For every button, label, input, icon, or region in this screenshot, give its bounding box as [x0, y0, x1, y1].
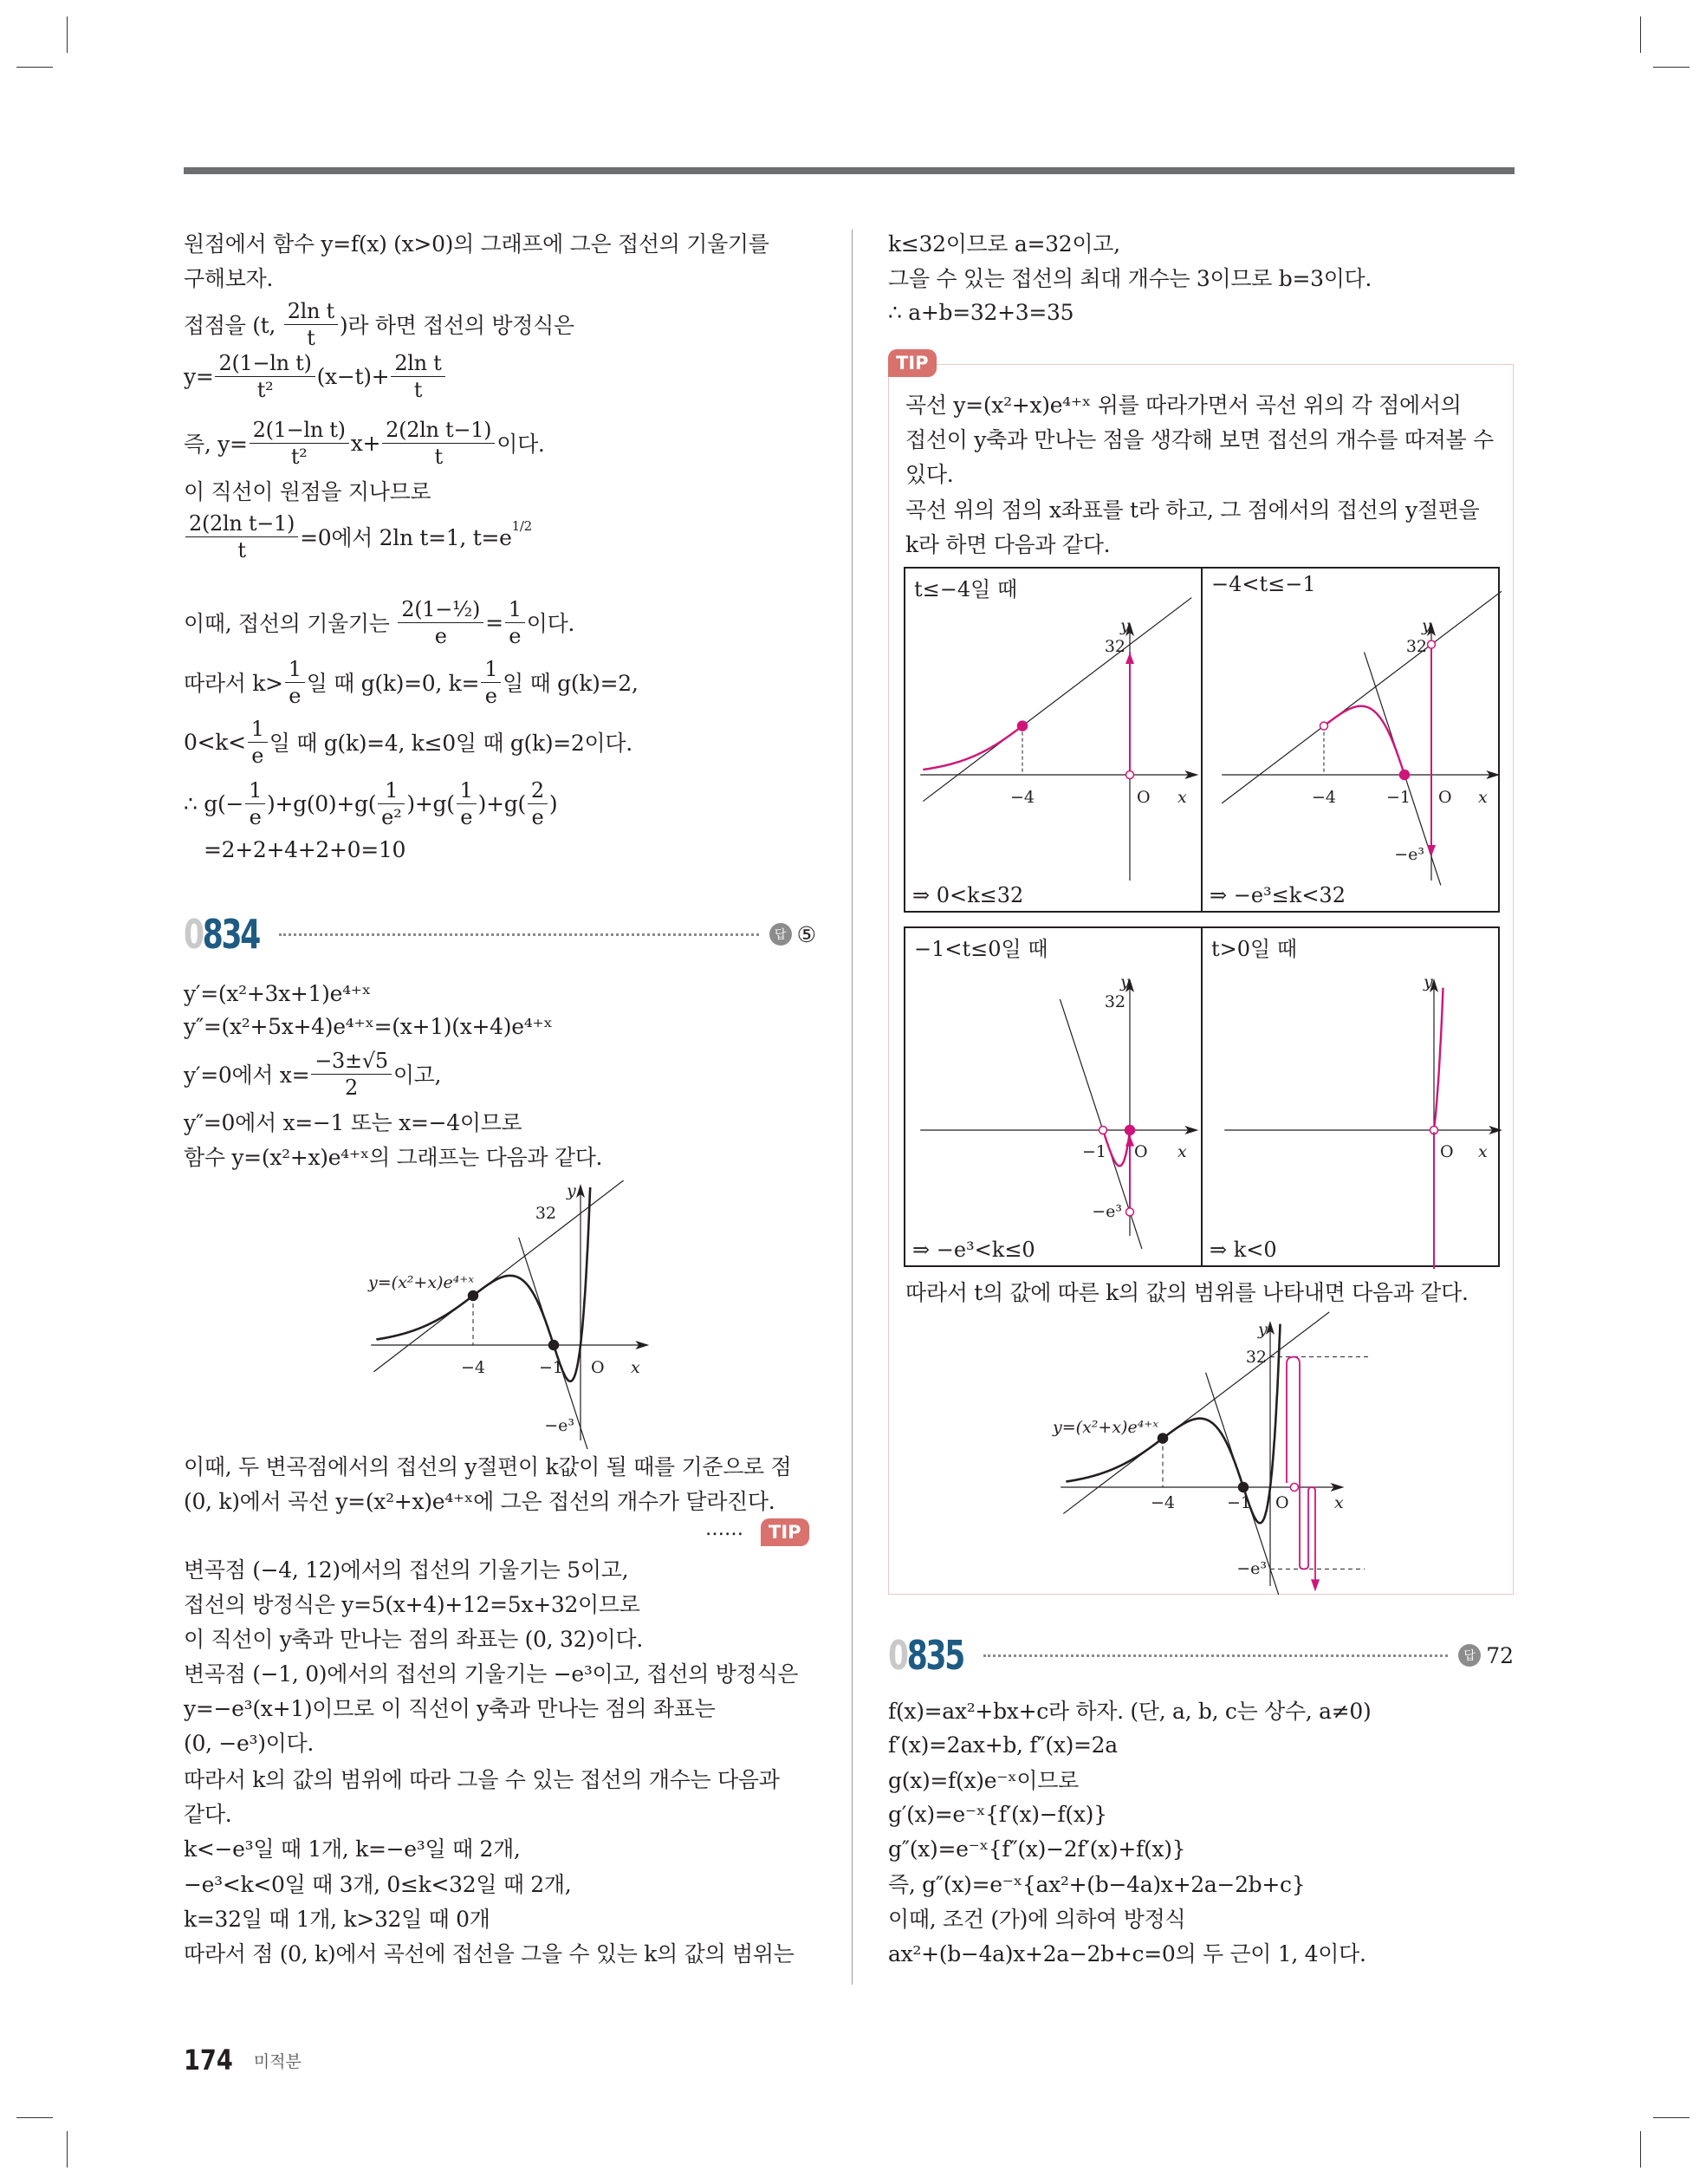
text-run: y=: [184, 363, 214, 389]
text-run: g(x)=f(x)e⁻ˣ이므로: [888, 1768, 1079, 1793]
axis-label-x: x: [631, 1358, 640, 1377]
crop-mark: [67, 2131, 68, 2168]
panel-title: −1<t≤0일 때: [914, 937, 1048, 961]
open-point: [1126, 771, 1134, 779]
number-prefix: 0: [888, 1632, 907, 1679]
dotted-leader: [983, 1654, 1448, 1657]
tick-label-minus1: −1: [1385, 788, 1411, 807]
curve-label: y=(x²+x)e⁴⁺ˣ: [368, 1273, 475, 1292]
numerator: 1: [508, 596, 522, 621]
text-run: k=32일 때 1개, k>32일 때 0개: [184, 1907, 490, 1932]
numerator: −3±√5: [315, 1048, 388, 1073]
axis-label-x: x: [1334, 1493, 1344, 1512]
case-panel-minus1-to-0: [904, 926, 1203, 1267]
axis-label-x: x: [1177, 1142, 1187, 1161]
numerator: 2: [530, 777, 544, 803]
answer-value: ⑤: [796, 921, 816, 947]
tick-label-minus-e3: −e³: [544, 1416, 574, 1435]
text-run: y″=(x²+5x+4)e⁴⁺ˣ=(x+1)(x+4)e⁴⁺ˣ: [184, 1013, 553, 1039]
tip-tag: TIP: [888, 349, 937, 377]
fraction: [185, 510, 298, 563]
numerator: 2ln t: [394, 350, 442, 375]
text-run: 따라서 점 (0, k)에서 곡선에 접선을 그을 수 있는 k의 값의 범위는: [184, 1941, 795, 1966]
tick-label-minus1: −1: [1081, 1142, 1107, 1161]
tick-label-32: 32: [1104, 637, 1125, 656]
text-run: =2+2+4+2+0=10: [184, 836, 406, 862]
text-run: y″=0에서 x=−1 또는 x=−4이므로: [184, 1110, 522, 1135]
text-run: 곡선 위의 점의 x좌표를 t라 하고, 그 점에서의 접선의 y절편을: [905, 497, 1480, 523]
fraction: [457, 777, 477, 830]
fraction: [391, 350, 444, 403]
column-divider: [852, 230, 853, 1985]
inflection-point: [1239, 1483, 1249, 1492]
text-run: ax²+(b−4a)x+2a−2b+c=0의 두 근이 1, 4이다.: [888, 1941, 1366, 1966]
text-run: ∴ a+b=32+3=35: [888, 299, 1074, 325]
denominator: t: [391, 376, 444, 403]
fraction: [285, 656, 305, 709]
text-run: 이때, 두 변곡점에서의 접선의 y절편이 k값이 될 때를 기준으로 점: [184, 1454, 792, 1479]
tick-label-32: 32: [535, 1204, 556, 1223]
numerator: 2(2ln t−1): [386, 417, 492, 442]
text-line: [184, 815, 405, 884]
denominator: e: [481, 682, 501, 709]
denominator: 2: [311, 1074, 392, 1101]
text-run: 따라서 k의 값의 범위에 따라 그을 수 있는 접선의 개수는 다음과: [184, 1767, 780, 1792]
text-line: [905, 404, 1494, 473]
text-run: 곡선 y=(x²+x)e⁴⁺ˣ 위를 따라가면서 곡선 위의 각 점에서의: [905, 393, 1462, 418]
origin-label: O: [1438, 788, 1452, 807]
axis-label-x: x: [1478, 788, 1488, 807]
tick-label-minus4: −4: [1009, 788, 1035, 807]
numerator: 1: [385, 777, 399, 803]
case-graph: [905, 928, 1204, 1269]
denominator: t: [382, 443, 495, 470]
denominator: e: [398, 622, 483, 649]
text-run: 있다.: [905, 462, 954, 487]
tip-dots: ……: [705, 1518, 743, 1540]
crop-mark: [1640, 2131, 1641, 2168]
axis-label-x: x: [1177, 788, 1187, 807]
number-prefix: 0: [184, 911, 203, 958]
text-run: 일 때 g(k)=0, k=: [306, 671, 480, 696]
text-line: [184, 502, 532, 571]
numerator: 1: [250, 716, 264, 741]
text-run: ∴ g(−: [184, 790, 244, 816]
tick-label-minus4: −4: [1311, 788, 1337, 807]
tangent-line: [923, 598, 1191, 802]
text-run: 접선이 y축과 만나는 점을 생각해 보면 접선의 개수를 따져볼 수: [905, 427, 1494, 452]
text-run: 같다.: [184, 1802, 232, 1827]
problem-header-0834: [184, 908, 816, 960]
text-line: [184, 1744, 780, 1813]
curve-segment: [1324, 706, 1404, 775]
open-point: [1126, 1208, 1134, 1216]
text-run: x+: [350, 430, 381, 456]
answer-badge-icon: 답: [1458, 1644, 1481, 1667]
text-run: 일 때 g(k)=2,: [503, 671, 639, 696]
text-run: g′(x)=e⁻ˣ{f′(x)−f(x)}: [888, 1801, 1107, 1827]
function-graph: [355, 1180, 650, 1449]
text-line: [184, 707, 632, 777]
curve-label: y=(x²+x)e⁴⁺ˣ: [1053, 1418, 1159, 1437]
panel-result: ⇒ −e³≤k<32: [1210, 883, 1346, 907]
crop-mark: [1653, 2117, 1690, 2118]
axis-label-y: y: [567, 1181, 576, 1200]
numerator: 1: [459, 777, 473, 803]
tip-reference-tag[interactable]: TIP: [761, 1518, 809, 1546]
problem-number: [888, 1632, 964, 1679]
curve-segment: [1434, 988, 1443, 1130]
crop-mark: [16, 2117, 53, 2118]
numerator: 2(1−ln t): [252, 417, 346, 442]
tick-label-32: 32: [1405, 637, 1427, 656]
superscript: 1/2: [511, 518, 532, 534]
axis-label-y: y: [1258, 1320, 1268, 1339]
problem-header-0835: [888, 1629, 1514, 1681]
text-line: [184, 341, 447, 411]
text-run: f′(x)=2ax+b, f″(x)=2a: [888, 1732, 1118, 1758]
crop-mark: [1640, 16, 1641, 53]
denominator: t²: [250, 443, 349, 470]
page-number: 174: [184, 2044, 233, 2077]
tick-label-minus1: −1: [1226, 1493, 1252, 1512]
panel-result: ⇒ 0<k≤32: [912, 883, 1024, 907]
text-line: [184, 1918, 795, 1987]
tangent-point: [1018, 721, 1028, 731]
text-run: g″(x)=e⁻ˣ{f″(x)−2f′(x)+f(x)}: [888, 1836, 1186, 1862]
dotted-leader: [279, 933, 759, 936]
number-main: 835: [906, 1632, 964, 1679]
text-run: )+g(: [477, 790, 526, 816]
numerator: 2ln t: [287, 298, 334, 323]
denominator: t: [185, 536, 298, 563]
case-graph: [905, 569, 1204, 914]
header-rule: [184, 167, 1515, 174]
tangent-line: [1222, 588, 1502, 803]
denominator: e: [245, 803, 265, 830]
denominator: e: [505, 622, 525, 649]
text-run: 접점을 (t,: [184, 313, 282, 338]
tick-label-32: 32: [1104, 992, 1125, 1011]
crop-mark: [67, 16, 68, 53]
text-line: [184, 588, 574, 657]
text-run: 즉, g″(x)=e⁻ˣ{ax²+(b−4a)x+2a−2b+c}: [888, 1872, 1306, 1897]
tick-label-minus1: −1: [538, 1358, 564, 1377]
text-run: )라 하면 접선의 방정식은: [339, 313, 574, 338]
denominator: e: [528, 803, 548, 830]
text-run: y′=0에서 x=: [184, 1063, 310, 1088]
denominator: e²: [378, 803, 405, 830]
axis-label-y: y: [1422, 616, 1431, 635]
text-run: 0<k<: [184, 729, 246, 755]
numerator: 1: [288, 656, 302, 681]
origin-label: O: [1275, 1493, 1289, 1512]
case-panel-t-gt-0: [1201, 926, 1500, 1267]
text-run: 일 때 g(k)=4, k≤0일 때 g(k)=2이다.: [269, 731, 632, 756]
text-run: k≤32이므로 a=32이고,: [888, 231, 1120, 257]
text-run: =: [485, 609, 503, 635]
tick-label-minus-e3: −e³: [1236, 1559, 1267, 1578]
tick-label-minus4: −4: [1150, 1493, 1176, 1512]
open-point: [1320, 722, 1328, 730]
text-run: 함수 y=(x²+x)e⁴⁺ˣ의 그래프는 다음과 같다.: [184, 1145, 603, 1170]
text-run: 그을 수 있는 접선의 최대 개수는 3이므로 b=3이다.: [888, 266, 1372, 291]
text-run: =0에서 2ln t=1, t=e: [300, 525, 512, 550]
problem-number: [184, 911, 260, 958]
case-graph: [1203, 928, 1502, 1269]
text-run: y′=(x²+3x+1)e⁴⁺ˣ: [184, 980, 371, 1006]
curve-segment: [1103, 1130, 1130, 1166]
origin-label: O: [591, 1358, 605, 1377]
number-main: 834: [202, 911, 260, 958]
open-point: [1428, 640, 1436, 648]
crop-mark: [16, 67, 53, 68]
inflection-point: [1158, 1433, 1168, 1443]
tangent-point: [1400, 770, 1410, 780]
open-point: [1290, 1484, 1298, 1492]
fraction: [528, 777, 548, 830]
text-run: ): [548, 790, 558, 816]
text-run: (0, k)에서 곡선 y=(x²+x)e⁴⁺ˣ에 그은 접선의 개수가 달라진다.: [184, 1489, 775, 1514]
tick-label-minus-e3: −e³: [1394, 845, 1424, 864]
open-point: [1099, 1127, 1107, 1134]
answer-value: 72: [1486, 1642, 1514, 1668]
origin-label: O: [1137, 788, 1151, 807]
text-run: 접선의 방정식은 y=5(x+4)+12=5x+32이므로: [184, 1592, 640, 1617]
text-run: −e³<k<0일 때 3개, 0≤k<32일 때 2개,: [184, 1872, 572, 1897]
fraction: [215, 350, 315, 403]
numerator: 2(1−½): [401, 596, 481, 621]
denominator: t: [284, 324, 338, 351]
k-range-path: [1287, 1357, 1315, 1582]
text-run: f(x)=ax²+bx+c라 하자. (단, a, b, c는 상수, a≠0): [888, 1699, 1372, 1724]
text-run: 구해보자.: [184, 266, 274, 291]
tangent-line: [1063, 1312, 1329, 1514]
text-run: 변곡점 (−4, 12)에서의 접선의 기울기는 5이고,: [184, 1557, 629, 1583]
text-run: y=−e³(x+1)이므로 이 직선이 y축과 만나는 점의 좌표는: [184, 1696, 716, 1721]
axis-label-x: x: [1478, 1142, 1488, 1161]
section-name: 미적분: [253, 2051, 302, 2071]
text-line: [184, 1466, 775, 1535]
panel-result: ⇒ −e³<k≤0: [912, 1238, 1035, 1262]
text-run: 이다.: [496, 432, 545, 457]
tick-label-32: 32: [1245, 1348, 1267, 1367]
panel-title: t≤−4일 때: [914, 577, 1018, 601]
origin-label: O: [1134, 1142, 1148, 1161]
text-run: )+g(: [406, 790, 455, 816]
numerator: 1: [484, 656, 498, 681]
text-run: )+g(0)+g(: [267, 790, 377, 816]
page-footer: [184, 2044, 302, 2077]
text-run: 이 직선이 원점을 지나므로: [184, 479, 431, 504]
numerator: 2(2ln t−1): [189, 510, 295, 536]
text-line: [888, 1918, 1366, 1987]
case-panel-t-le-minus4: [904, 567, 1203, 913]
text-run: 이다.: [526, 611, 575, 636]
text-line: [184, 647, 639, 717]
origin-label: O: [1440, 1142, 1454, 1161]
text-run: 즉, y=: [184, 432, 248, 457]
axis-label-y: y: [1120, 616, 1130, 635]
fraction: [481, 656, 501, 709]
text-run: k<−e³일 때 1개, k=−e³일 때 2개,: [184, 1836, 521, 1862]
denominator: e: [285, 682, 305, 709]
numerator: 2(1−ln t): [218, 350, 312, 375]
text-run: 이때, 조건 (가)에 의하여 방정식: [888, 1907, 1186, 1932]
fraction: [248, 716, 268, 769]
crop-mark: [1653, 67, 1690, 68]
summary-graph: [1040, 1309, 1386, 1595]
panel-title: t>0일 때: [1211, 937, 1298, 961]
text-line: [888, 277, 1074, 347]
text-run: 변곡점 (−1, 0)에서의 접선의 기울기는 −e³이고, 접선의 방정식은: [184, 1661, 799, 1687]
answer-badge-icon: 답: [769, 923, 792, 946]
text-run: (0, −e³)이다.: [184, 1731, 315, 1756]
text-run: 따라서 t의 값에 따른 k의 값의 범위를 나타내면 다음과 같다.: [905, 1280, 1469, 1305]
arrowhead-icon: [1311, 1579, 1320, 1591]
text-run: 이 직선이 y축과 만나는 점의 좌표는 (0, 32)이다.: [184, 1627, 643, 1652]
text-run: 원점에서 함수 y=f(x) (x>0)의 그래프에 그은 접선의 기울기를: [184, 231, 769, 257]
axis-label-y: y: [1120, 972, 1130, 991]
tick-label-minus-e3: −e³: [1092, 1202, 1122, 1221]
fraction: [398, 596, 483, 649]
text-run: k라 하면 다음과 같다.: [905, 532, 1111, 557]
text-run: 이때, 접선의 기울기는: [184, 611, 397, 636]
text-run: 이고,: [392, 1063, 442, 1088]
tick-label-minus4: −4: [460, 1358, 486, 1377]
denominator: e: [248, 742, 268, 769]
text-run: (x−t)+: [316, 363, 390, 389]
denominator: e: [457, 803, 477, 830]
inflection-point: [469, 1291, 478, 1301]
denominator: t²: [215, 376, 315, 403]
inflection-point: [549, 1341, 559, 1350]
numerator: 1: [249, 777, 263, 803]
panel-title: −4<t≤−1: [1211, 572, 1316, 596]
panel-result: ⇒ k<0: [1210, 1238, 1277, 1262]
axis-label-y: y: [1424, 972, 1433, 991]
case-panel-minus4-to-minus1: [1201, 567, 1500, 913]
fraction: [505, 596, 525, 649]
tangent-point: [1125, 1126, 1135, 1135]
case-graph: [1203, 569, 1502, 914]
text-run: 따라서 k>: [184, 671, 283, 696]
